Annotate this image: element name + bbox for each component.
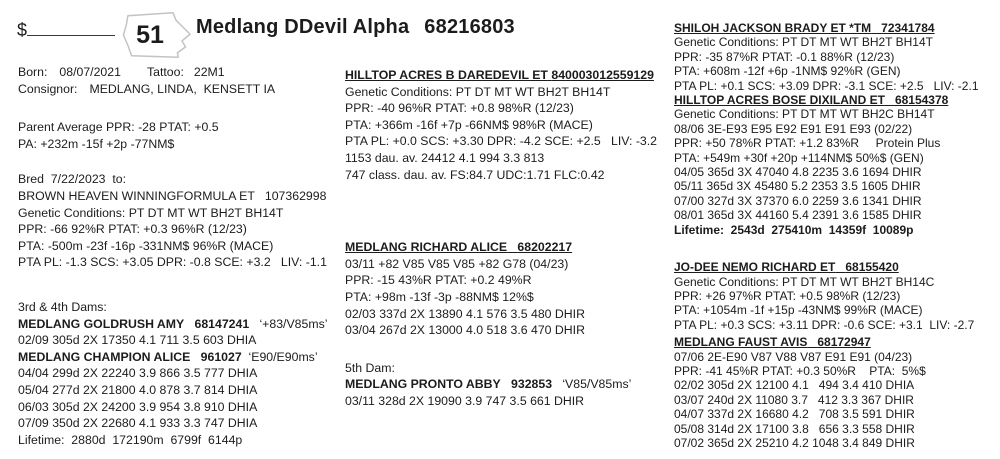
dam-name: MEDLANG RICHARD ALICE [345, 240, 508, 255]
service-sire-pta-pl-line: PTA PL: -1.3 SCS: +3.05 DPR: -0.8 SCE: +3.2 LIV: -1.1 [18, 255, 327, 270]
consignor-label: Consignor: [18, 81, 78, 96]
fifth-dam-section-header: 5th Dam: [345, 360, 395, 375]
paternal-grandsire-pta-line: PTA: +608m -12f +6p -1NM$ 92%R (GEN) [674, 64, 901, 79]
lactation-record: 02/03 337d 2X 13890 4.1 576 3.5 480 DHIR [345, 306, 585, 321]
animal-registration: 68216803 [424, 16, 515, 38]
sire-pta-pl-line: PTA PL: +0.0 SCS: +3.30 DPR: -4.2 SCE: +2.5 LIV: -3.2 [345, 134, 658, 149]
maternal-granddam-name: MEDLANG FAUST AVIS [674, 335, 808, 350]
lactation-record: 02/09 305d 2X 17350 4.1 711 3.5 603 DHIA [18, 333, 257, 348]
tattoo-value: 22M1 [193, 65, 225, 79]
parent-average-pa-line: PA: +232m -15f +2p -77NM$ [18, 136, 175, 151]
lot-badge [119, 8, 193, 62]
dams-section-header: 3rd & 4th Dams: [18, 299, 107, 314]
lactation-record: 08/01 365d 3X 44160 5.4 2391 3.6 1585 DHIR [674, 208, 922, 223]
sire-header [345, 67, 673, 84]
price-blank-line [27, 18, 115, 36]
fourth-dam-name: MEDLANG CHAMPION ALICE [18, 349, 191, 364]
dam-header [345, 239, 673, 256]
paternal-granddam-ppr-line: PPR: +50 78%R PTAT: +1.2 83%R Protein Plus [674, 136, 941, 151]
fifth-dam-reg: 932853 [511, 377, 553, 392]
lactation-record: 03/07 240d 2X 11080 3.7 412 3.3 367 DHIR [674, 392, 914, 407]
lactation-record: 04/04 299d 2X 22240 3.9 866 3.5 777 DHIA [18, 366, 258, 381]
sire-genetic-conditions: Genetic Conditions: PT DT MT WT BH2T BH14T [345, 84, 611, 99]
paternal-grandsire-name: SHILOH JACKSON BRADY ET *TM [674, 21, 872, 35]
middle-column [345, 67, 673, 410]
paternal-grandsire-ppr-line: PPR: -35 87%R PTAT: -0.1 88%R (12/23) [674, 49, 895, 64]
paternal-granddam-genetic-conditions: Genetic Conditions: PT DT MT WT BH2C BH14T [674, 107, 935, 122]
service-sire-genetic-conditions: Genetic Conditions: PT DT MT WT BH2T BH14T [18, 205, 284, 220]
sire-daughter-average: 1153 dau. av. 24412 4.1 994 3.3 813 [345, 150, 545, 165]
maternal-grandsire-name: JO-DEE NEMO RICHARD ET [674, 260, 836, 275]
sire-classified-daughter-average: 747 class. dau. av. FS:84.7 UDC:1.71 FLC:0.42 [345, 167, 605, 182]
service-sire-pta-line: PTA: -500m -23f -16p -331NM$ 96%R (MACE) [18, 238, 274, 253]
page-title [196, 16, 515, 39]
lactation-record: 04/07 337d 2X 16680 4.2 708 3.5 591 DHIR [674, 407, 915, 422]
service-sire-ppr-line: PPR: -66 92%R PTAT: +0.3 96%R (12/23) [18, 222, 247, 237]
bred-to-line: Bred 7/22/2023 to: [18, 172, 127, 187]
third-dam-name: MEDLANG GOLDRUSH AMY [18, 316, 185, 331]
lactation-record: 05/04 277d 2X 21800 4.0 878 3.7 814 DHIA [18, 382, 258, 397]
price-line [17, 18, 115, 41]
fifth-dam-name: MEDLANG PRONTO ABBY [345, 377, 501, 392]
third-dam-line [18, 316, 343, 333]
dollar-sign: $ [17, 20, 28, 40]
maternal-granddam-appraisal-line: 07/06 2E-E90 V87 V88 V87 E91 E91 (04/23) [674, 349, 913, 364]
left-column [18, 64, 343, 448]
paternal-granddam-header [674, 93, 998, 107]
lactation-record: 05/08 314d 2X 17100 3.8 656 3.3 558 DHIR [674, 421, 915, 436]
maternal-granddam-ppr-line: PPR: -41 45%R PTAT: +0.3 50%R PTA: 5%$ [674, 363, 926, 378]
parent-average-line: Parent Average PPR: -28 PTAT: +0.5 [18, 120, 219, 135]
third-dam-reg: 68147241 [194, 316, 250, 331]
fifth-dam-line [345, 376, 673, 393]
dam-appraisal-line: 03/11 +82 V85 V85 V85 +82 G78 (04/23) [345, 256, 569, 271]
maternal-grandsire-pta-pl-line: PTA PL: +0.3 SCS: +3.11 DPR: -0.6 SCE: +3.1 LIV: -2.7 [674, 317, 975, 332]
lactation-record: 02/02 305d 2X 12100 4.1 494 3.4 410 DHIA [674, 378, 915, 393]
consignor-value: MEDLANG, LINDA, KENSETT IA [89, 81, 276, 96]
lactation-record: 07/09 350d 2X 22680 4.1 933 3.3 747 DHIA [18, 416, 258, 431]
paternal-grandsire-header [674, 21, 998, 35]
sire-pta-line: PTA: +366m -16f +7p -66NM$ 98%R (MACE) [345, 117, 593, 132]
paternal-granddam-name: HILLTOP ACRES BOSE DIXILAND ET [674, 93, 885, 108]
maternal-grandsire-reg: 68155420 [845, 260, 899, 275]
paternal-grandsire-reg: 72341784 [881, 21, 935, 35]
paternal-granddam-appraisal-line: 08/06 3E-E93 E95 E92 E91 E91 E93 (02/22) [674, 121, 913, 136]
lactation-record: 07/02 365d 2X 25210 4.2 1048 3.4 849 DHIR [674, 435, 915, 450]
maternal-grandsire-pta-line: PTA: +1054m -1f +15p -43NM$ 99%R (MACE) [674, 303, 923, 318]
lactation-record: 03/04 267d 2X 13000 4.0 518 3.6 470 DHIR [345, 323, 585, 338]
born-tattoo-line [18, 64, 343, 81]
sire-ppr-line: PPR: -40 96%R PTAT: +0.8 98%R (12/23) [345, 101, 574, 116]
lactation-record: 05/11 365d 3X 45480 5.2 2353 3.5 1605 DHIR [674, 179, 921, 194]
service-sire-reg: 107362998 [264, 188, 327, 203]
sire-reg: 840003012559129 [551, 68, 654, 82]
right-column [674, 21, 998, 450]
lactation-record: 03/11 328d 2X 19090 3.9 747 3.5 661 DHIR [345, 393, 585, 408]
born-value: 08/07/2021 [59, 65, 121, 79]
paternal-grandsire-genetic-conditions: Genetic Conditions: PT DT MT WT BH2T BH14T [674, 35, 933, 50]
animal-name: Medlang DDevil Alpha [196, 16, 410, 38]
consignor-line [18, 81, 343, 98]
maternal-granddam-header [674, 335, 998, 349]
dam-ppr-line: PPR: -15 43%R PTAT: +0.2 49%R [345, 273, 532, 288]
maternal-grandsire-header [674, 260, 998, 274]
lactation-record: 04/05 365d 3X 47040 4.8 2235 3.6 1694 DHIR [674, 165, 922, 180]
maternal-grandsire-genetic-conditions: Genetic Conditions: PT DT MT WT BH2T BH14C [674, 274, 935, 289]
paternal-grandsire-pta-pl-line: PTA PL: +0.1 SCS: +3.09 DPR: -3.1 SCE: +2.5 LIV: -2.1 [674, 78, 979, 93]
lactation-record: 07/00 327d 3X 37370 6.0 2259 3.6 1341 DHIR [674, 193, 922, 208]
service-sire-line [18, 188, 343, 205]
fourth-dam-reg: 961027 [200, 349, 242, 364]
service-sire-name: BROWN HEAVEN WINNINGFORMULA ET [18, 188, 255, 203]
lifetime-total: Lifetime: 2880d 172190m 6799f 6144p [18, 432, 243, 447]
fifth-dam-score: ‘V85/V85ms’ [562, 377, 632, 392]
sire-name: HILLTOP ACRES B DAREDEVIL ET [345, 68, 548, 82]
third-dam-score: ‘+83/V85ms’ [259, 316, 328, 331]
paternal-granddam-pta-line: PTA: +549m +30f +20p +114NM$ 50%$ (GEN) [674, 150, 924, 165]
paternal-granddam-reg: 68154378 [894, 93, 949, 108]
lifetime-total: Lifetime: 2543d 275410m 14359f 10089p [674, 222, 914, 237]
tattoo-label: Tattoo: [146, 65, 184, 79]
dam-pta-line: PTA: +98m -13f -3p -88NM$ 12%$ [345, 289, 534, 304]
fourth-dam-line [18, 349, 343, 366]
fourth-dam-score: ‘E90/E90ms’ [248, 349, 318, 364]
lactation-record: 06/03 305d 2X 24200 3.9 954 3.8 910 DHIA [18, 399, 258, 414]
born-label: Born: [18, 65, 48, 79]
dam-reg: 68202217 [517, 240, 573, 255]
maternal-grandsire-ppr-line: PPR: +26 97%R PTAT: +0.5 98%R (12/23) [674, 288, 901, 303]
maternal-granddam-reg: 68172947 [817, 335, 871, 350]
lot-number: 51 [136, 20, 164, 49]
